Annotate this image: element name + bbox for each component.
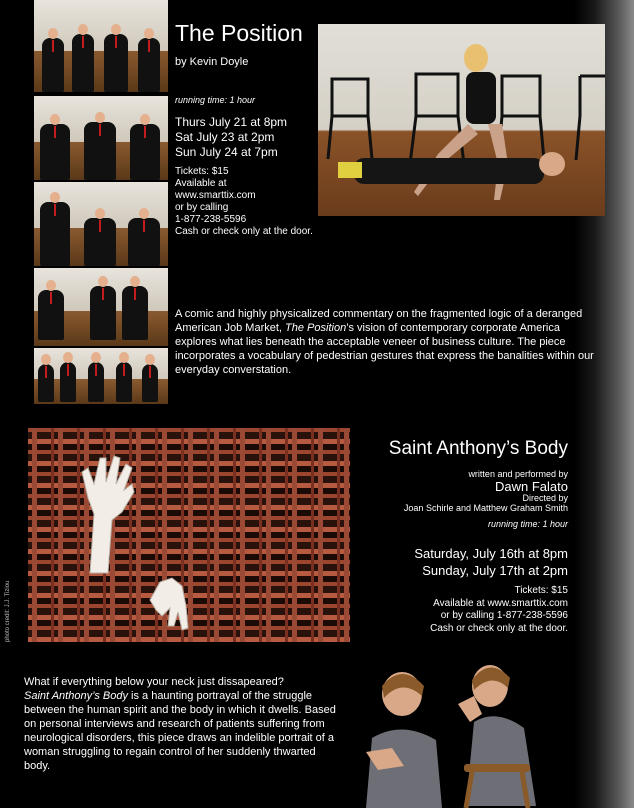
director-names: Joan Schirle and Matthew Graham Smith bbox=[403, 503, 568, 513]
desc-text: A comic and highly physicalized commentary on the fragmented logic of a deranged American Job Market, bbox=[175, 308, 583, 334]
position-dates bbox=[175, 115, 287, 160]
position-description bbox=[175, 307, 595, 377]
position-photo-1 bbox=[34, 0, 168, 92]
performer-name: Dawn Falato bbox=[495, 479, 568, 494]
position-ticket-line: Available at bbox=[175, 178, 227, 189]
position-ticket-line: Cash or check only at the door. bbox=[175, 226, 313, 237]
position-date: Thurs July 21 at 8pm bbox=[175, 115, 288, 129]
desc-text: ’s vision of contemporary corporate America explores what lies beneath the acceptable veneer of business culture. The piece incorporates a vocabulary of pedestrian gestures that express the banalities within our everyday converstation. bbox=[175, 322, 594, 376]
position-photo-2 bbox=[34, 96, 168, 180]
position-date: Sat July 23 at 2pm bbox=[175, 130, 275, 144]
directed-by-label: Directed by bbox=[522, 493, 568, 503]
saint-anthony-date: Saturday, July 16th at 8pm bbox=[414, 546, 568, 561]
position-ticket-line: or by calling bbox=[175, 202, 229, 213]
saint-anthony-title: Saint Anthony’s Body bbox=[388, 438, 568, 459]
photo-credit: photo credit: J.J. Tiziou bbox=[5, 580, 11, 642]
position-ticket-price: Tickets: $15 bbox=[175, 166, 229, 177]
saint-anthony-ticket-line: Available at www.smarttix.com bbox=[433, 597, 568, 609]
position-photo-4 bbox=[34, 268, 168, 346]
saint-anthony-date: Sunday, July 17th at 2pm bbox=[422, 563, 568, 578]
saint-anthony-ticket-line: or by calling 1-877-238-5596 bbox=[440, 610, 568, 621]
saint-anthony-ticket-info bbox=[430, 585, 568, 635]
position-author: by Kevin Doyle bbox=[175, 56, 249, 68]
position-photo-5 bbox=[34, 348, 168, 404]
position-ticket-info bbox=[175, 166, 313, 238]
written-performed-label: written and performed by bbox=[468, 469, 568, 479]
saint-anthony-dates bbox=[414, 545, 568, 579]
desc-lead: What if everything below your neck just dissapeared? bbox=[24, 676, 284, 688]
position-title: The Position bbox=[175, 20, 303, 46]
position-running-time: running time: 1 hour bbox=[175, 95, 256, 105]
saint-anthony-brick-photo bbox=[28, 428, 350, 642]
performer-photo bbox=[346, 656, 586, 808]
position-ticket-phone: 1-877-238-5596 bbox=[175, 214, 247, 225]
desc-italic-title: The Position bbox=[285, 322, 347, 334]
saint-anthony-ticket-price: Tickets: $15 bbox=[514, 585, 568, 596]
desc-text: is a haunting portrayal of the struggle between the human spirit and the body in which it dwells. Based on personal interviews and research of patients suffering from neurological disorders, this piece draws an indelible portrait of a woman struggling to regain control of her suddenly thwarted body. bbox=[24, 690, 336, 772]
position-ticket-url: www.smarttix.com bbox=[175, 190, 256, 201]
position-photo-3 bbox=[34, 182, 168, 266]
desc-italic-title: Saint Anthony’s Body bbox=[24, 690, 128, 702]
saint-anthony-running-time: running time: 1 hour bbox=[487, 519, 568, 529]
saint-anthony-ticket-line: Cash or check only at the door. bbox=[430, 622, 568, 634]
position-date: Sun July 24 at 7pm bbox=[175, 145, 278, 159]
saint-anthony-description bbox=[24, 675, 344, 773]
position-main-photo bbox=[318, 24, 605, 216]
